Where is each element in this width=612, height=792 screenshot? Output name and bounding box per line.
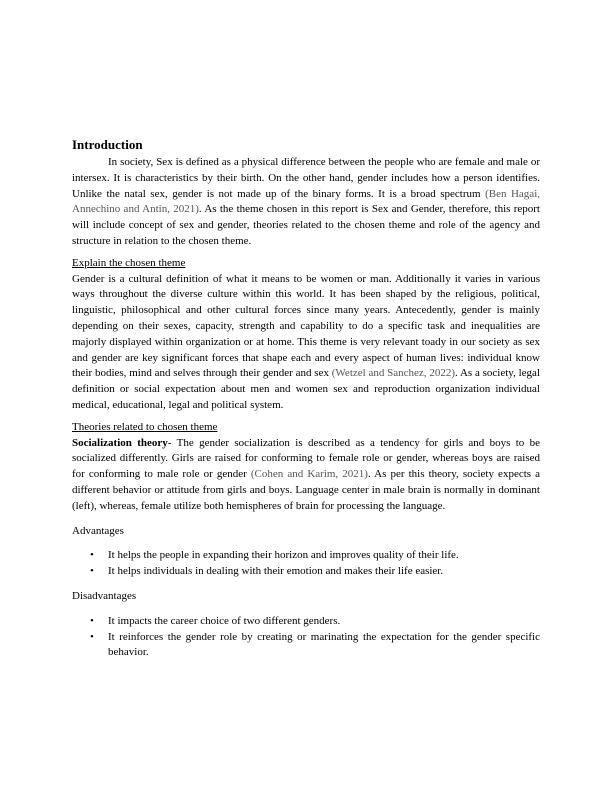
theories-citation: (Cohen and Karim, 2021) (250, 468, 368, 481)
socialization-theory-term: Socialization theory (72, 436, 168, 449)
list-item: • It impacts the career choice of two different genders. (108, 614, 540, 630)
advantages-label: Advantages (72, 524, 124, 537)
theories-text-b: . As per this theory, society expects a different behavior or attitude from girls and boys. Language center in male brain is normally in dominant (left), whereas, female utilize both hemispheres of brain for processing the language. (72, 468, 541, 512)
disadvantages-list (72, 614, 540, 661)
advantages-list (72, 548, 540, 580)
theme-subheading: Explain the chosen theme (72, 256, 186, 269)
introduction-heading: Introduction (72, 137, 143, 152)
intro-citation: (Ben Hagai, Annechino and Antin, 2021) (72, 187, 540, 216)
theme-text-a: Gender is a cultural definition of what it means to be women or man. Additionally it varies in various ways throughout the diverse culture within this world. It has been shaped by the religious, political, linguistic, philosophical and other cultural forces since many years. Antecedently, gender is mainly depending on their sexes, capacity, strength and capability to do a specific task and inequalities are majorly displayed within organization or at home. This theme is very relevant toady in our society as sex and gender are key significant forces that shape each and every aspect of human lives: individual know their bodies, mind and selves through their gender and sex (72, 272, 540, 380)
theme-paragraph (72, 272, 540, 414)
theories-text-a: - The gender socialization is described as a tendency for girls and boys to be socialized differently. Girls are raised for conforming to female role or gender, whereas boys are raised for conforming to male role or gender (72, 436, 540, 481)
theories-subheading: Theories related to chosen theme (72, 420, 218, 433)
intro-text-a: In society, Sex is defined as a physical difference between the people who are female and male or intersex. It is characteristics by their birth. On the other hand, gender includes how a person identifies. Unlike the natal sex, gender is not made up of the binary forms. It is a broad spectrum (72, 156, 540, 200)
introduction-paragraph (72, 155, 540, 250)
theories-paragraph (72, 436, 540, 515)
list-item: • It helps the people in expanding their horizon and improves quality of their life. (108, 548, 540, 564)
list-item: • It reinforces the gender role by creating or marinating the expectation for the gender specific behavior. (108, 630, 540, 662)
theme-text-b: . As a society, legal definition or social expectation about men and women sex and reproduction organization individual medical, educational, legal and political system. (72, 367, 540, 411)
theme-citation: (Wetzel and Sanchez, 2022) (331, 367, 456, 380)
theme-section (72, 256, 540, 414)
disadvantages-label: Disadvantages (72, 589, 137, 602)
intro-text-b: . As the theme chosen in this report is Sex and Gender, therefore, this report will include concept of sex and gender, theories related to the chosen theme and role of the agency and structure in relation to the chosen theme. (72, 203, 540, 247)
theories-section (72, 420, 540, 515)
document-page (72, 137, 540, 661)
list-item: • It helps individuals in dealing with their emotion and makes their life easier. (108, 564, 540, 580)
